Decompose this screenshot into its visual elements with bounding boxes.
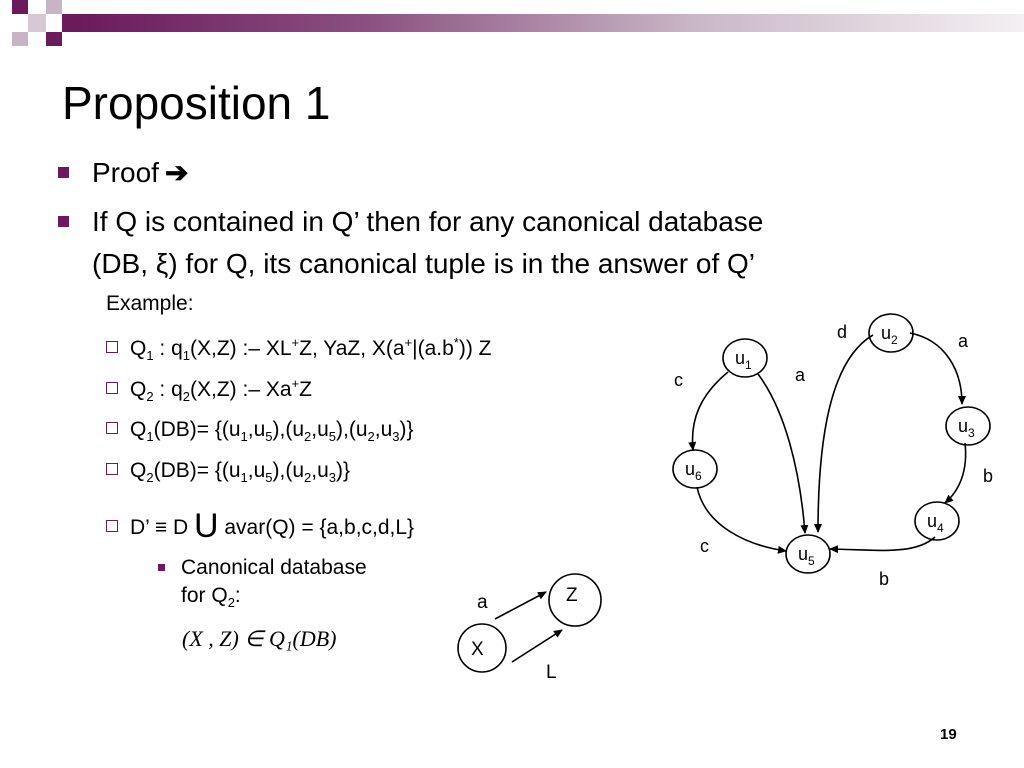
edge-label-d-u2-u5: d (837, 322, 848, 342)
edge-u6-u5 (697, 487, 786, 551)
node-x-label: X (471, 639, 484, 660)
query-q2: $Q_2$ : $q_2(X,Z)$ :– Xa+Z (106, 376, 312, 404)
canonical-db-sub: 2 (227, 595, 235, 611)
page-number: 19 (940, 726, 957, 743)
arrow-right-icon: ➔ (164, 157, 189, 188)
edge-label-a-u2-u3: a (958, 331, 969, 351)
statement-line-1: If Q is contained in Q’ then for any canonical database (92, 206, 764, 237)
edge-label-b-u3-u4: b (983, 466, 994, 486)
node-u4-label: $u_4$ (927, 511, 944, 535)
membership-formula: (X , Z) ∈ Q₁(DB) (182, 626, 337, 651)
edge-u1-u6 (692, 372, 728, 450)
edge-label-a-x-z: a (477, 592, 488, 613)
canonical-db-line-1: Canonical database (181, 556, 367, 579)
edge-label-c-u1-u6: c (674, 370, 683, 390)
canonical-db-colon: : (234, 584, 241, 607)
node-u5-label: $u_5$ (798, 544, 815, 568)
edge-label-c-u6-u5: c (700, 536, 709, 556)
answer-q2: $Q_2(DB)= \{(u_1,u_5),(u_2,u_3)\}$ (106, 459, 350, 485)
slide-title: Proposition 1 (62, 77, 331, 129)
node-u6-label: $u_6$ (685, 459, 702, 483)
node-u1-label: $u_1$ (735, 348, 752, 372)
edge-u2-u3 (910, 333, 962, 404)
edge-u2-u5 (818, 335, 873, 532)
example-heading: Example: (106, 292, 194, 315)
proof-label: Proof (92, 157, 159, 188)
node-u2-label: $u_2$ (881, 323, 898, 347)
edge-label-b-u4-u5: b (879, 569, 890, 589)
edge-x-z-upper (495, 592, 546, 619)
edge-u4-u5 (830, 537, 935, 550)
answer-q1: $Q_1(DB)= \{(u_1,u_5),(u_2,u_5),(u_2,u_3)\}$ (106, 418, 414, 444)
d-prime-definition: D’ ≡ D U avar(Q) = {a,b,c,d,L} (106, 507, 414, 546)
edge-u1-u5 (758, 374, 805, 533)
statement-line-2: (DB, ξ) for Q, its canonical tuple is in the answer of Q’ (92, 248, 756, 279)
edge-u3-u4 (945, 443, 966, 503)
canonical-db-line-2: for Q (181, 584, 228, 607)
edge-x-z-lower (512, 630, 562, 662)
edge-label-a-u1-u5: a (795, 365, 806, 385)
edge-label-l-x-z: L (546, 662, 557, 683)
node-u3-label: $u_3$ (958, 416, 975, 440)
query-q1: $Q_1$ : $q_1(X,Z)$ :– XL+Z, YaZ, X(a+|(a.b*)) Z (106, 335, 492, 363)
node-z-label: Z (566, 585, 578, 606)
